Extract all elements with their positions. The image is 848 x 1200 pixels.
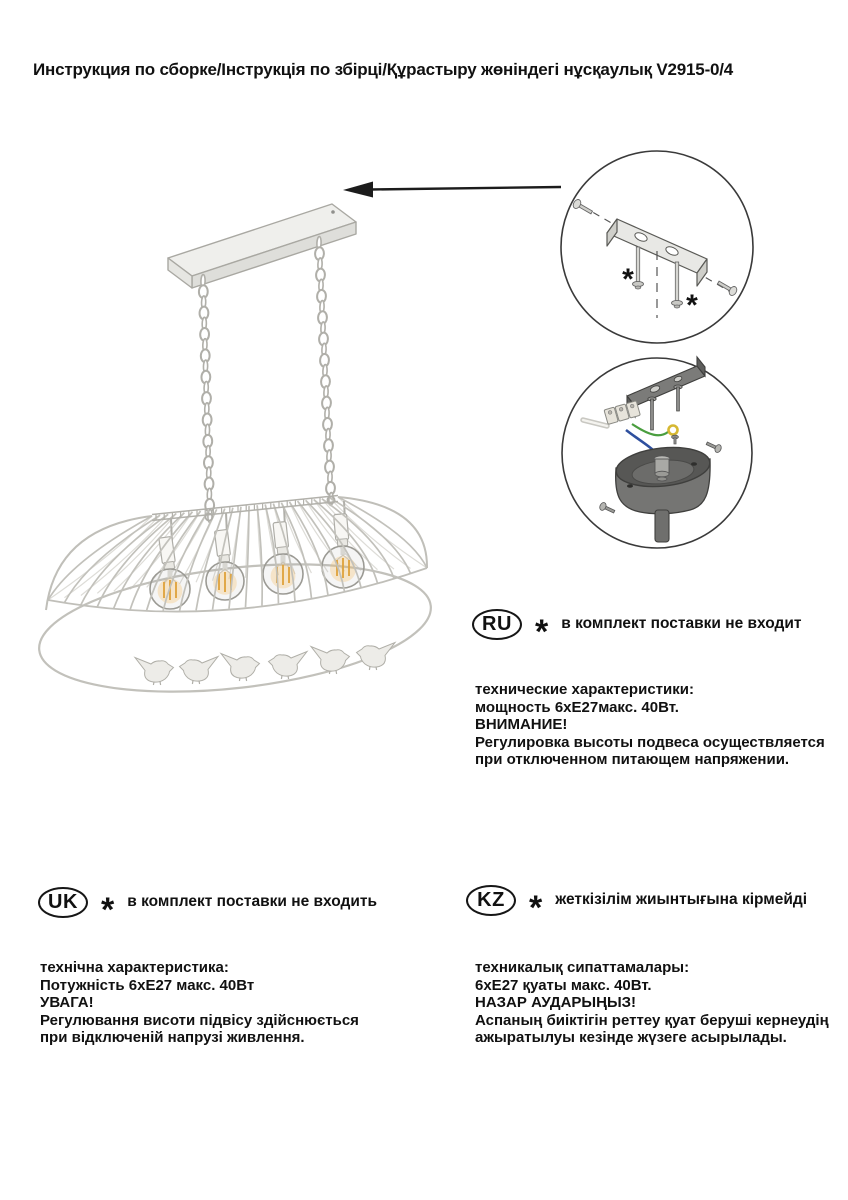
kz-note-text: жеткізілім жиынтығына кірмейді	[555, 891, 808, 908]
asterisk-icon: *	[686, 289, 698, 322]
ceiling-plate	[168, 204, 356, 288]
ru-note-row	[472, 604, 802, 651]
bird-figure	[311, 647, 350, 675]
detail-circle-mounting-bracket	[561, 151, 753, 343]
uk-warning-line: УВАГА!	[40, 994, 94, 1012]
arrowhead	[343, 182, 373, 198]
uk-spec-line: Регулювання висоти підвісу здійснюється	[40, 1011, 359, 1029]
ru-spec-line: при отключенном питающем напряжении.	[475, 751, 790, 769]
pendant-lamp-illustration	[32, 204, 437, 710]
ru-warning-line: ВНИМАНИЕ!	[475, 716, 568, 734]
ru-language-badge: RU	[472, 609, 522, 640]
kz-note-row	[466, 880, 808, 927]
cup-stem-tube	[655, 510, 669, 542]
ru-spec-block	[475, 681, 848, 769]
ru-note-text: в комплект поставки не входит	[561, 615, 802, 632]
kz-spec-line: 6хЕ27 қуаты макс. 40Вт.	[475, 976, 652, 994]
kz-warning-line: НАЗАР АУДАРЫҢЫЗ!	[475, 994, 637, 1012]
bird-figure	[180, 657, 219, 685]
plate-screw-hole	[331, 210, 335, 214]
callout-arrow	[343, 182, 561, 198]
asterisk-icon: *	[535, 613, 549, 651]
asterisk-icon: *	[101, 891, 115, 929]
uk-note-text: в комплект поставки не входить	[127, 893, 378, 910]
uk-note-row	[38, 882, 378, 929]
uk-spec-line: при відключеній напрузі живлення.	[40, 1029, 305, 1047]
kz-language-badge: KZ	[466, 885, 516, 916]
bird-figure	[357, 643, 396, 671]
uk-spec-block	[40, 959, 440, 1047]
bird-figure	[269, 652, 308, 680]
page-title: Инструкция по сборке/Інструкція по збірці/Құрастыру жөніндегі нұсқаулық V2915-0/4	[33, 60, 734, 79]
bird-figure	[135, 658, 174, 686]
uk-language-badge: UK	[38, 887, 88, 918]
bird-figure	[221, 654, 260, 682]
ru-spec-line: технические характеристики:	[475, 681, 694, 698]
asterisk-icon: *	[529, 889, 543, 927]
lamp-socket	[214, 529, 231, 562]
detail-circle-ceiling-cup	[562, 357, 752, 548]
ru-spec-line: мощность 6хЕ27макс. 40Вт.	[475, 698, 679, 716]
kz-spec-line: Аспаның биіктігін реттеу қуат беруші кернеудің	[475, 1011, 829, 1029]
asterisk-icon: *	[622, 263, 634, 296]
kz-spec-line: техникалық сипаттамалары:	[475, 959, 690, 976]
kz-spec-line: ажыратылуы кезінде жүзеге асырылады.	[475, 1029, 787, 1047]
uk-spec-line: технічна характеристика:	[40, 959, 229, 976]
kz-spec-block	[475, 959, 848, 1047]
uk-spec-line: Потужність 6хЕ27 макс. 40Вт	[40, 976, 255, 994]
ru-spec-line: Регулировка высоты подвеса осуществляется	[475, 733, 825, 751]
